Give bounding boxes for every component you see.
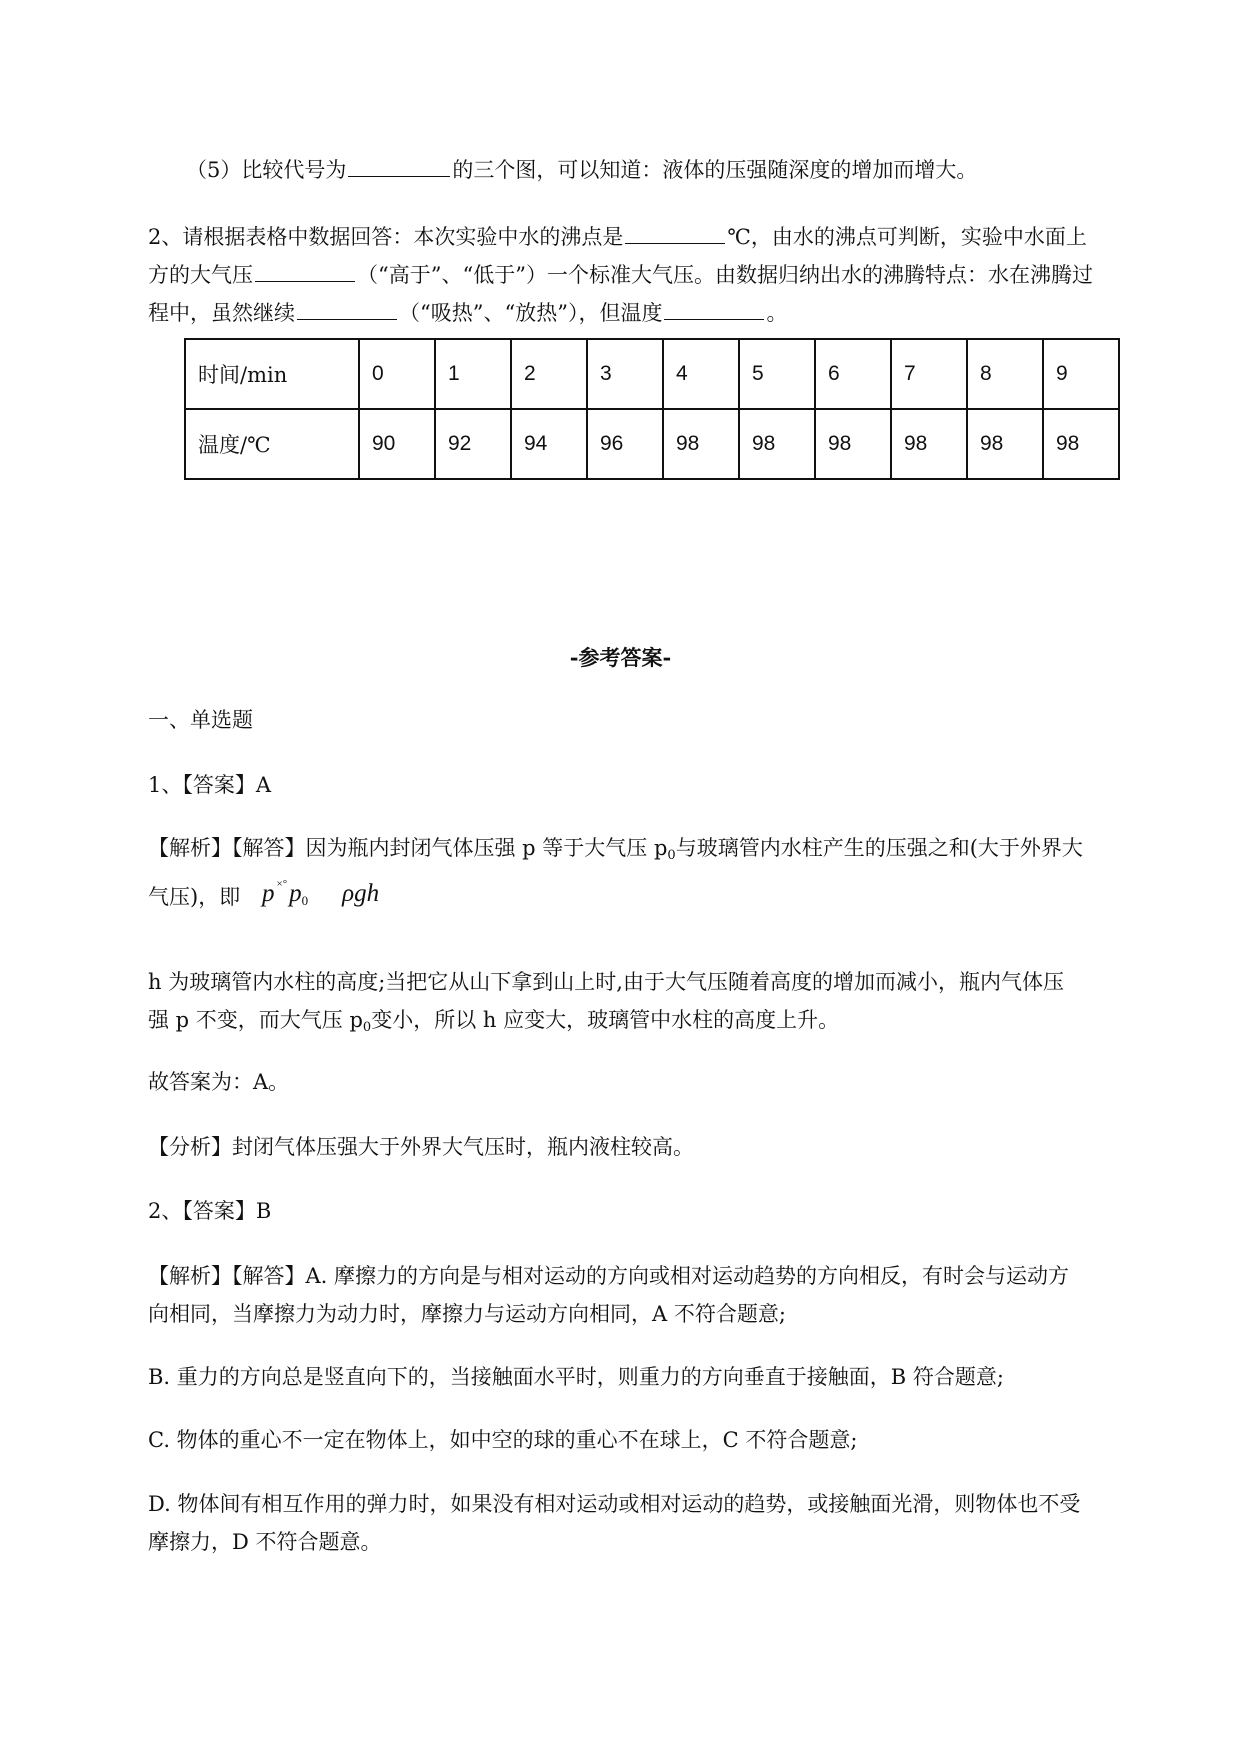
answer-blank <box>664 299 764 320</box>
table-cell: 98 <box>1043 409 1119 479</box>
formula-rho-g-h: ρgh <box>342 880 380 907</box>
q2-l2-b: （“高于”、“低于”）一个标准大气压。由数据归纳出水的沸腾特点：水在沸腾过 <box>357 263 1093 287</box>
answer-2-line-6: 摩擦力，D 不符合题意。 <box>148 1530 382 1554</box>
table-cell: 98 <box>967 409 1043 479</box>
row-label-time: 时间/min <box>185 339 359 409</box>
a1-l4-b: 变小，所以 h 应变大，玻璃管中水柱的高度上升。 <box>371 1008 840 1032</box>
answer-2-line-3: B. 重力的方向总是竖直向下的，当接触面水平时，则重力的方向垂直于接触面，B 符合题意; <box>148 1365 1004 1389</box>
question-2-line-3 <box>148 298 1155 328</box>
table-cell: 5 <box>739 339 815 409</box>
table-cell: 98 <box>739 409 815 479</box>
answer-blank <box>625 223 725 244</box>
question-5 <box>186 155 1155 185</box>
answer-2-line-5: D. 物体间有相互作用的弹力时，如果没有相对运动或相对运动的趋势，或接触面光滑，则物体也不受 <box>148 1492 1081 1516</box>
answer-1-head: 1、【答案】A <box>148 773 272 797</box>
question-2-line-1 <box>148 222 1155 252</box>
formula-garbled-symbol: ×° <box>276 878 288 890</box>
table-cell: 96 <box>587 409 663 479</box>
q5-suffix: 的三个图，可以知道：液体的压强随深度的增加而增大。 <box>452 158 978 182</box>
subscript: 0 <box>667 848 676 863</box>
section-heading: 一、单选题 <box>148 708 253 732</box>
table-cell: 94 <box>511 409 587 479</box>
table-cell: 9 <box>1043 339 1119 409</box>
answer-2-line-2: 向相同，当摩擦力为动力时，摩擦力与运动方向相同，A 不符合题意; <box>148 1302 786 1326</box>
answer-2-head: 2、【答案】B <box>148 1199 272 1223</box>
formula-p0: p <box>289 880 302 907</box>
table-cell: 90 <box>359 409 435 479</box>
table-row-temperature <box>185 409 1119 479</box>
table-cell: 7 <box>891 339 967 409</box>
formula-p: p <box>262 880 275 907</box>
q2-l1-b: ℃，由水的沸点可判断，实验中水面上 <box>727 225 1087 249</box>
answer-1-line-2: 气压)，即 <box>148 885 241 909</box>
answer-blank <box>297 299 397 320</box>
q5-prefix: （5）比较代号为 <box>186 158 347 182</box>
a1-l4-a: 强 p 不变，而大气压 p <box>148 1008 363 1032</box>
q2-l3-a: 程中，虽然继续 <box>148 301 295 325</box>
table-row-time <box>185 339 1119 409</box>
table-cell: 2 <box>511 339 587 409</box>
boiling-data-table <box>184 338 1120 480</box>
answer-2-line-1: 【解析】【解答】A. 摩擦力的方向是与相对运动的方向或相对运动趋势的方向相反，有时会与运动方 <box>148 1264 1070 1288</box>
answer-1-line-5: 故答案为：A。 <box>148 1070 290 1094</box>
formula-subscript: 0 <box>301 893 309 908</box>
answers-title: -参考答案- <box>569 645 672 670</box>
table-cell: 0 <box>359 339 435 409</box>
subscript: 0 <box>362 1020 372 1035</box>
answer-2-line-4: C. 物体的重心不一定在物体上，如中空的球的重心不在球上，C 不符合题意; <box>148 1428 858 1452</box>
question-2-line-2 <box>148 260 1155 290</box>
answer-1-line-1 <box>148 833 1155 871</box>
table-cell: 98 <box>891 409 967 479</box>
answer-blank <box>348 156 450 177</box>
q2-l1-a: 2、请根据表格中数据回答：本次实验中水的沸点是 <box>148 225 624 249</box>
pressure-formula <box>262 880 379 909</box>
row-label-temperature: 温度/℃ <box>185 409 359 479</box>
q2-l2-a: 方的大气压 <box>148 263 253 287</box>
q2-l3-b: （“吸热”、“放热”），但温度 <box>399 301 663 325</box>
table-cell: 3 <box>587 339 663 409</box>
table-cell: 8 <box>967 339 1043 409</box>
table-cell: 92 <box>435 409 511 479</box>
table-cell: 98 <box>815 409 891 479</box>
answer-1-line-3: h 为玻璃管内水柱的高度;当把它从山下拿到山上时,由于大气压随着高度的增加而减小，瓶内气体压 <box>148 970 1064 994</box>
a1-l1-b: 与玻璃管内水柱产生的压强之和(大于外界大 <box>675 836 1083 860</box>
table-cell: 4 <box>663 339 739 409</box>
q2-l3-c: 。 <box>766 301 788 325</box>
answer-blank <box>255 261 355 282</box>
table-cell: 1 <box>435 339 511 409</box>
table-cell: 98 <box>663 409 739 479</box>
table-cell: 6 <box>815 339 891 409</box>
answer-1-line-4 <box>148 1005 1155 1043</box>
answer-1-analysis: 【分析】封闭气体压强大于外界大气压时，瓶内液柱较高。 <box>148 1135 694 1159</box>
a1-l1-a: 【解析】【解答】因为瓶内封闭气体压强 p 等于大气压 p <box>148 836 668 860</box>
